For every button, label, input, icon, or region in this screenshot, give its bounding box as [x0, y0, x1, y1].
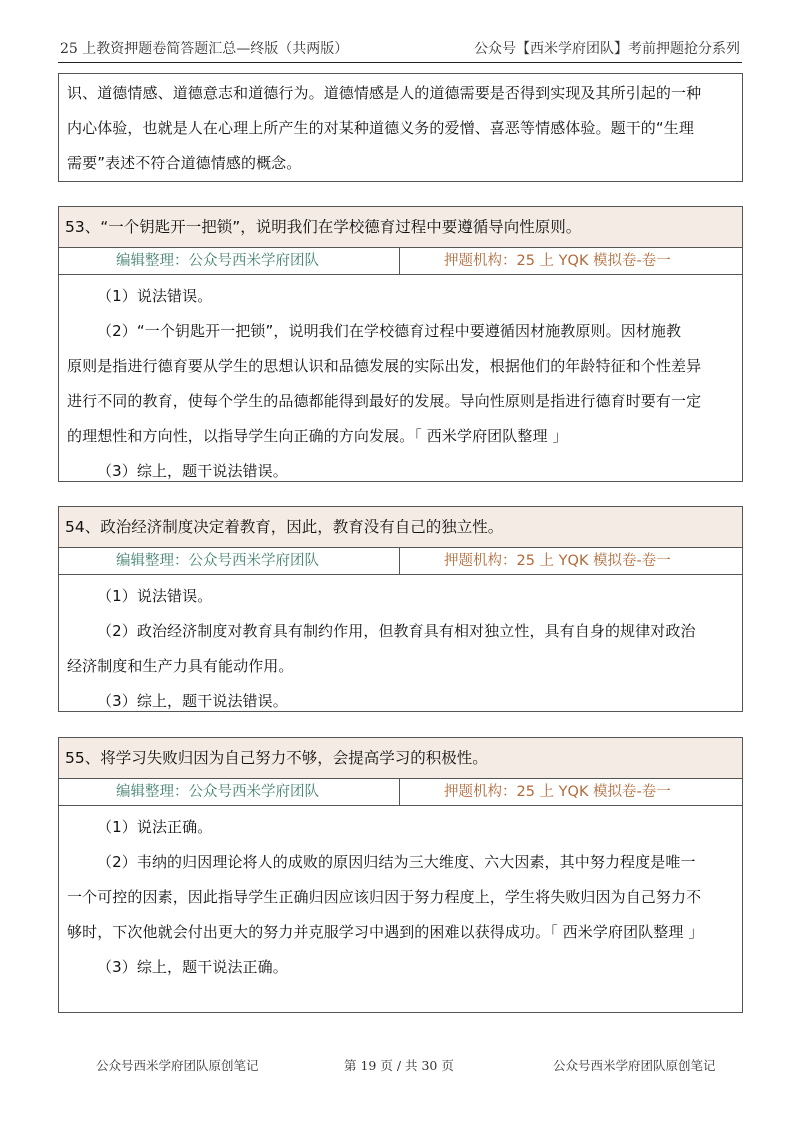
editor-credit: 编辑整理：公众号西米学府团队 — [59, 779, 400, 805]
answer-line: 的理想性和方向性，以指导学生向正确的方向发展。「 西米学府团队整理 」 — [67, 427, 568, 445]
answer-line: 经济制度和生产力具有能动作用。 — [67, 657, 294, 675]
answer-line: 原则是指进行德育要从学生的思想认识和品德发展的实际出发，根据他们的年龄特征和个性差异 — [67, 357, 702, 375]
question-54-box — [58, 506, 743, 712]
answer-line: （2）“一个钥匙开一把锁”，说明我们在学校德育过程中要遵循因材施教原则。因材施教 — [97, 322, 682, 340]
question-53-box — [58, 206, 743, 482]
answer-line: 进行不同的教育，使每个学生的品德都能得到最好的发展。导向性原则是指进行德育时要有一定 — [67, 392, 702, 410]
answer-body — [59, 275, 742, 489]
editor-credit: 编辑整理：公众号西米学府团队 — [59, 548, 400, 574]
answer-line: （1）说法正确。 — [97, 818, 213, 836]
answer-line: 内心体验，也就是人在心理上所产生的对某种道德义务的爱憎、喜恶等情感体验。题干的“生理 — [67, 119, 694, 137]
answer-line: 够时，下次他就会付出更大的努力并克服学习中遇到的困难以获得成功。「 西米学府团队整理 」 — [67, 923, 704, 941]
answer-line: （3）综上，题干说法错误。 — [97, 692, 288, 710]
question-meta-row — [59, 248, 742, 275]
header-right-text: 公众号【西米学府团队】考前押题抢分系列 — [474, 41, 740, 57]
page-number: 第 19 页 / 共 30 页 — [344, 1058, 454, 1073]
question-title: 53、“一个钥匙开一把锁”，说明我们在学校德育过程中要遵循导向性原则。 — [59, 207, 742, 248]
answer-line: （1）说法错误。 — [97, 287, 213, 305]
answer-line: （3）综上，题干说法正确。 — [97, 958, 288, 976]
question-55-box — [58, 737, 743, 1013]
header-left-text: 25 上教资押题卷简答题汇总—终版（共两版） — [60, 41, 349, 57]
page-header — [58, 34, 742, 63]
footer-left-text: 公众号西米学府团队原创笔记 — [96, 1058, 259, 1073]
footer-right-text: 公众号西米学府团队原创笔记 — [553, 1058, 716, 1073]
answer-body — [59, 806, 742, 985]
editor-credit: 编辑整理：公众号西米学府团队 — [59, 248, 400, 274]
answer-line: （2）政治经济制度对教育具有制约作用，但教育具有相对独立性，具有自身的规律对政治 — [97, 622, 696, 640]
question-meta-row — [59, 548, 742, 575]
answer-line: （1）说法错误。 — [97, 587, 213, 605]
continuation-answer-box — [58, 73, 743, 182]
answer-line: 需要”表述不符合道德情感的概念。 — [67, 154, 302, 172]
question-title: 54、政治经济制度决定着教育，因此，教育没有自己的独立性。 — [59, 507, 742, 548]
answer-line: （2）韦纳的归因理论将人的成败的原因归结为三大维度、六大因素，其中努力程度是唯一 — [97, 853, 696, 871]
source-org: 押题机构：25 上 YQK 模拟卷-卷一 — [444, 553, 671, 569]
answer-body — [59, 575, 742, 719]
answer-line: （3）综上，题干说法错误。 — [97, 462, 288, 480]
page-footer — [0, 1056, 800, 1078]
question-title: 55、将学习失败归因为自己努力不够，会提高学习的积极性。 — [59, 738, 742, 779]
answer-line: 一个可控的因素，因此指导学生正确归因应该归因于努力程度上，学生将失败归因为自己努力不 — [67, 888, 702, 906]
question-meta-row — [59, 779, 742, 806]
source-org: 押题机构：25 上 YQK 模拟卷-卷一 — [444, 253, 671, 269]
answer-line: 识、道德情感、道德意志和道德行为。道德情感是人的道德需要是否得到实现及其所引起的一种 — [67, 84, 702, 102]
source-org: 押题机构：25 上 YQK 模拟卷-卷一 — [444, 784, 671, 800]
